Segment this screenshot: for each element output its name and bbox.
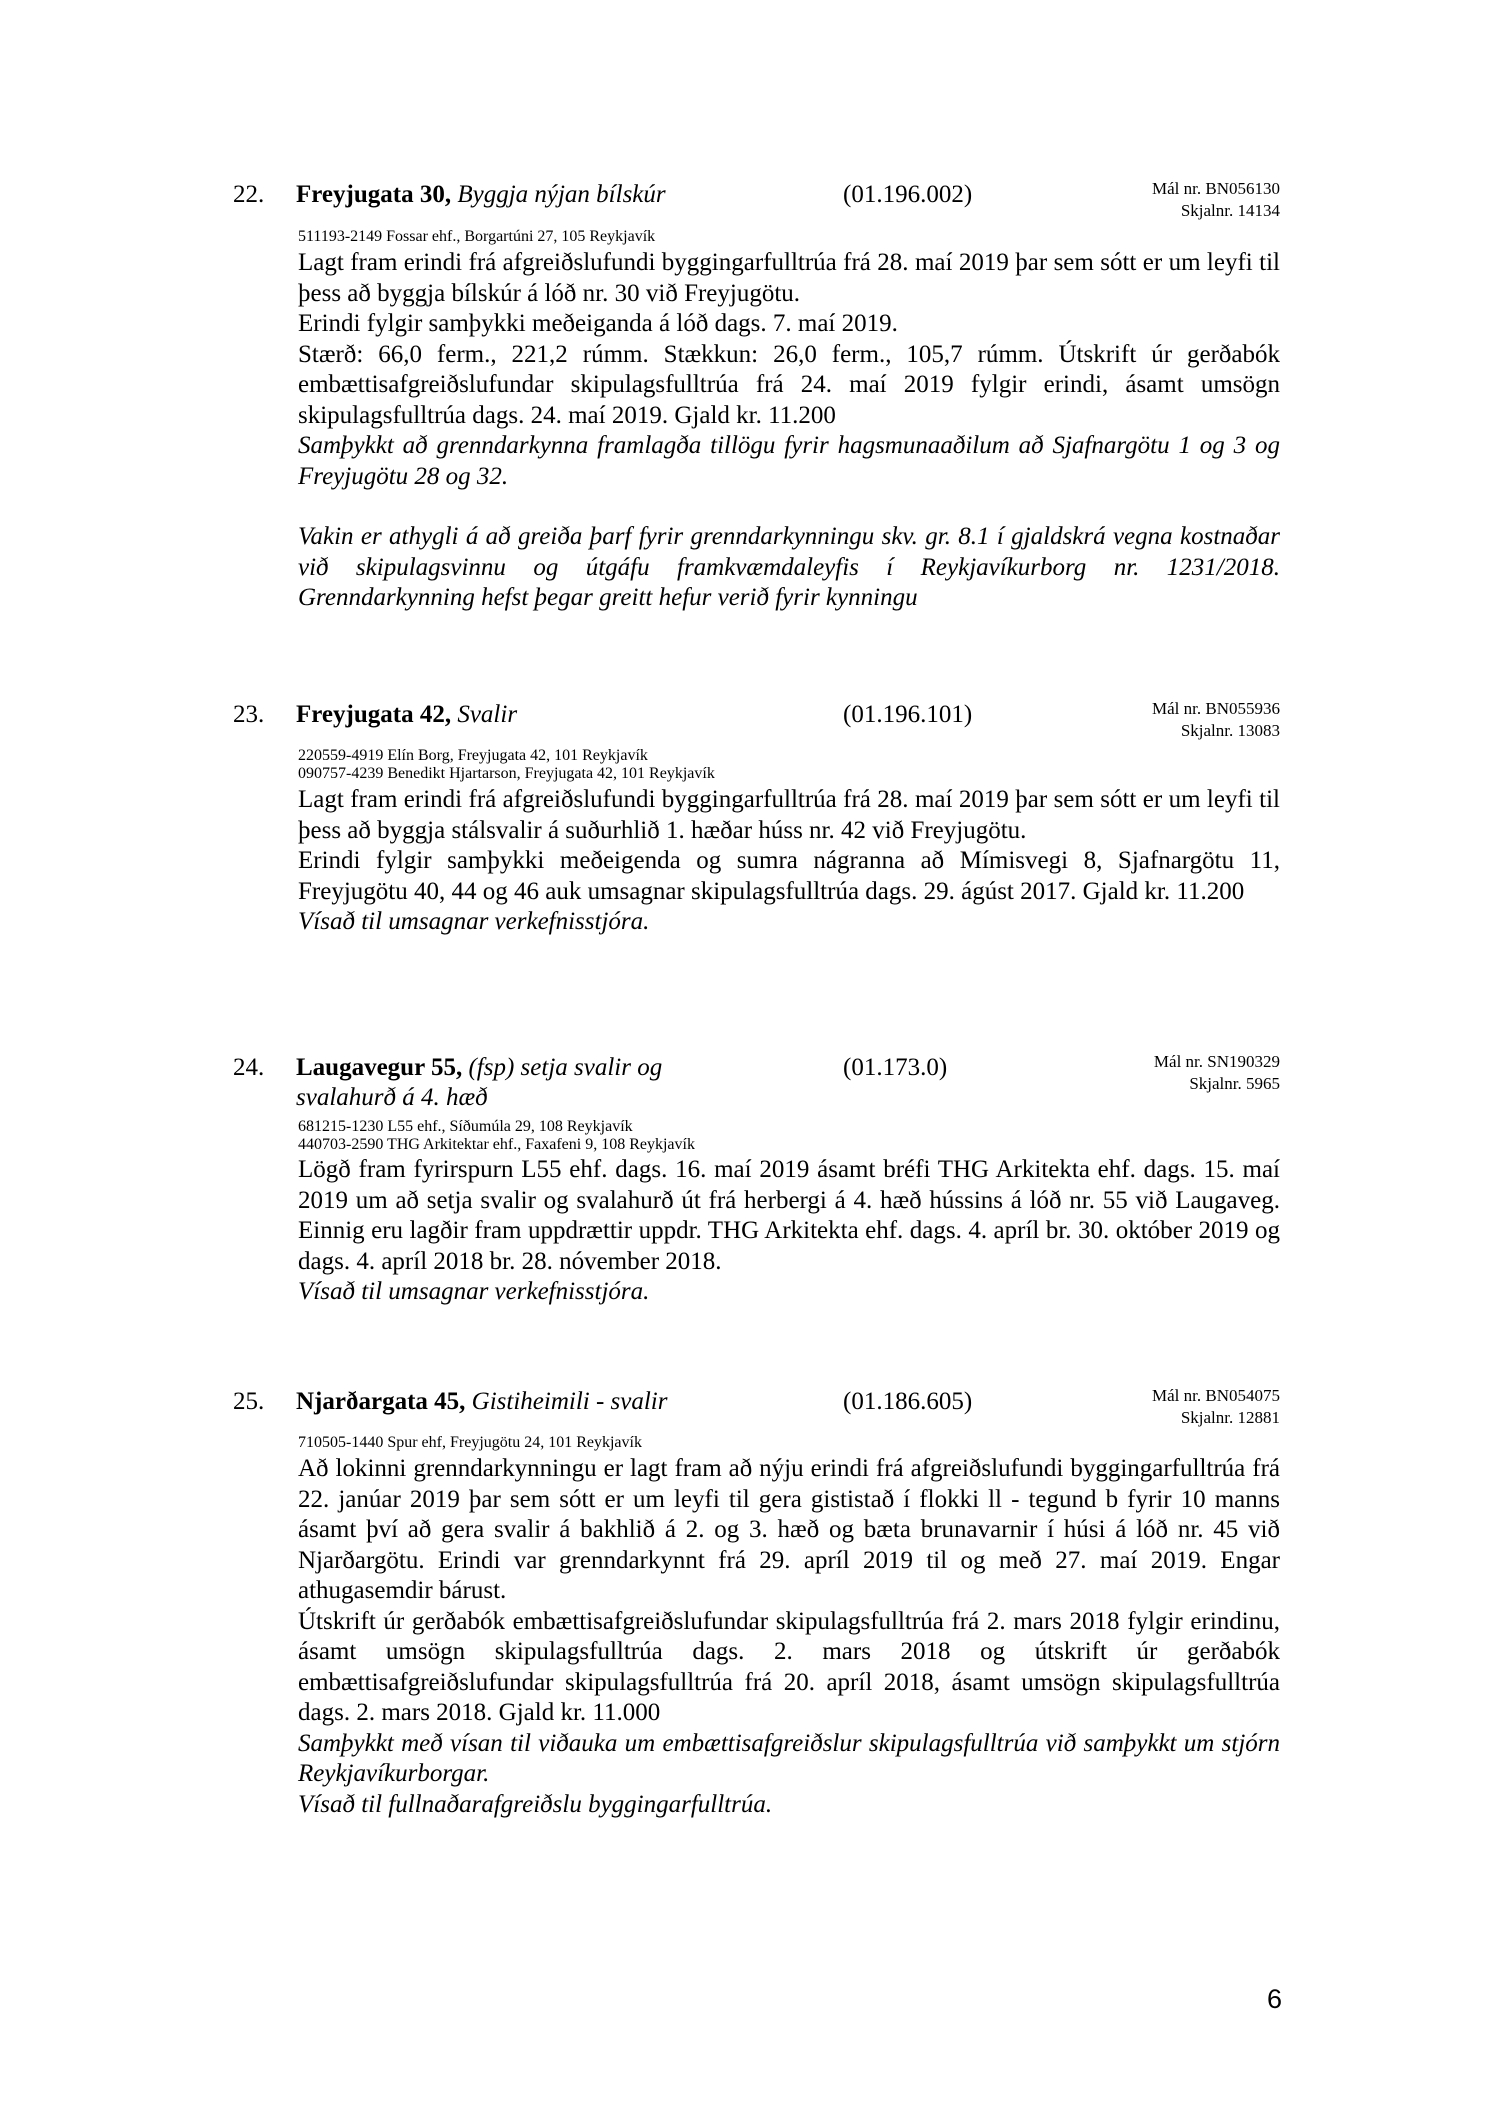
land-number: (01.196.101) — [843, 701, 973, 728]
item-address: Njarðargata 45, — [296, 1388, 466, 1415]
body-paragraph: Lagt fram erindi frá afgreiðslufundi byggingarfulltrúa frá 28. maí 2019 þar sem sótt er um leyfi til þess að byggja bílskúr á lóð nr. 30 við Freyjugötu. — [298, 249, 1280, 307]
owners-list — [298, 1434, 642, 1452]
owner-line: 440703-2590 THG Arkitektar ehf., Faxafeni 9, 108 Reykjavík — [298, 1136, 695, 1153]
owner-line: 090757-4239 Benedikt Hjartarson, Freyjugata 42, 101 Reykjavík — [298, 765, 715, 782]
case-number: Mál nr. BN056130 — [1152, 179, 1280, 198]
item-number: 23. — [233, 701, 265, 728]
case-number: Mál nr. BN055936 — [1152, 699, 1280, 718]
case-number: Mál nr. BN054075 — [1152, 1386, 1280, 1405]
decision-paragraph: Vísað til fullnaðarafgreiðslu byggingarfulltrúa. — [298, 1790, 773, 1818]
item-title — [296, 180, 796, 210]
page-number: 6 — [1266, 1984, 1282, 2014]
body-paragraph: Að lokinni grenndarkynningu er lagt fram að nýju erindi frá afgreiðslufundi byggingarfulltrúa frá 22. janúar 2019 þar sem sótt er um leyfi til gera gististað í flokki ll - tegund b fyrir 10 manns ásamt því að gera svalir á bakhlið á 2. og 3. hæð og bæta brunavarnir í húsi á lóð nr. 45 við Njarðargötu. Erindi var grenndarkynnt frá 29. apríl 2019 til og með 27. maí 2019. Engar athugasemdir bárust. — [298, 1455, 1280, 1604]
item-description: Gistiheimili - svalir — [471, 1388, 668, 1415]
body-paragraph: Stærð: 66,0 ferm., 221,2 rúmm. Stækkun: 26,0 ferm., 105,7 rúmm. Útskrift úr gerðabók embættisafgreiðslufundar skipulagsfulltrúa frá 24. maí 2019 fylgir erindi, ásamt umsögn skipulagsfulltrúa dags. 24. maí 2019. Gjald kr. 11.200 — [298, 340, 1280, 429]
item-body — [298, 1155, 1280, 1308]
decision-paragraph: Samþykkt með vísan til viðauka um embættisafgreiðslur skipulagsfulltrúa við samþykkt um stjórn Reykjavíkurborgar. — [298, 1729, 1280, 1787]
decision-paragraph: Samþykkt að grenndarkynna framlagða tillögu fyrir hagsmunaaðilum að Sjafnargötu 1 og 3 og Freyjugötu 28 og 32. — [298, 432, 1280, 490]
item-description: (fsp) setja svalir og svalahurð á 4. hæð — [296, 1054, 663, 1111]
item-body — [298, 248, 1280, 614]
item-address: Laugavegur 55, — [296, 1054, 463, 1081]
body-paragraph: Lögð fram fyrirspurn L55 ehf. dags. 16. maí 2019 ásamt bréfi THG Arkitekta ehf. dags. 15. maí 2019 um að setja svalir og svalahurð út frá herbergi á 4. hæð hússins á lóð nr. 55 við Laugaveg. Einnig eru lagðir fram uppdrættir uppdr. THG Arkitekta ehf. dags. 4. apríl br. 30. október 2019 og dags. 4. apríl 2018 br. 28. nóvember 2018. — [298, 1156, 1280, 1275]
owner-line: 681215-1230 L55 ehf., Síðumúla 29, 108 Reykjavík — [298, 1118, 633, 1135]
owner-line: 511193-2149 Fossar ehf., Borgartúni 27, 105 Reykjavík — [298, 228, 656, 245]
body-paragraph: Erindi fylgir samþykki meðeigenda og sumra nágranna að Mímisvegi 8, Sjafnargötu 11, Freyjugötu 40, 44 og 46 auk umsagnar skipulagsfulltrúa dags. 29. ágúst 2017. Gjald kr. 11.200 — [298, 847, 1280, 905]
document-number: Skjalnr. 12881 — [1180, 1408, 1280, 1427]
decision-paragraph: Vakin er athygli á að greiða þarf fyrir grenndarkynningu skv. gr. 8.1 í gjaldskrá vegna kostnaðar við skipulagsvinnu og útgáfu framkvæmdaleyfis í Reykjavíkurborg nr. 1231/2018. Grenndarkynning hefst þegar greitt hefur verið fyrir kynningu — [298, 523, 1280, 611]
item-address: Freyjugata 30, — [296, 181, 452, 208]
item-description: Svalir — [457, 701, 518, 728]
item-address: Freyjugata 42, — [296, 701, 452, 728]
item-number: 24. — [233, 1054, 265, 1081]
land-number: (01.186.605) — [843, 1388, 973, 1415]
owner-line: 710505-1440 Spur ehf, Freyjugötu 24, 101 Reykjavík — [298, 1434, 642, 1451]
case-reference — [1152, 178, 1280, 222]
body-paragraph: Útskrift úr gerðabók embættisafgreiðslufundar skipulagsfulltrúa frá 2. mars 2018 fylgir erindinu, ásamt umsögn skipulagsfulltrúa dags. 2. mars 2018 og útskrift úr gerðabók embættisafgreiðslufundar skipulagsfulltrúa frá 20. apríl 2018, ásamt umsögn skipulagsfulltrúa dags. 2. mars 2018. Gjald kr. 11.000 — [298, 1607, 1280, 1726]
item-body — [298, 785, 1280, 938]
item-number: 25. — [233, 1388, 265, 1415]
owners-list — [298, 747, 715, 783]
item-number: 22. — [233, 181, 265, 208]
item-description: Byggja nýjan bílskúr — [457, 181, 666, 208]
case-number: Mál nr. SN190329 — [1153, 1052, 1280, 1071]
document-number: Skjalnr. 13083 — [1180, 721, 1280, 740]
case-reference — [1154, 1051, 1280, 1095]
item-title — [296, 1053, 726, 1113]
document-number: Skjalnr. 14134 — [1180, 201, 1280, 220]
owners-list — [298, 1118, 695, 1154]
item-title — [296, 1387, 796, 1417]
item-body — [298, 1454, 1280, 1820]
body-paragraph: Erindi fylgir samþykki meðeiganda á lóð dags. 7. maí 2019. — [298, 310, 898, 337]
decision-paragraph: Vísað til umsagnar verkefnisstjóra. — [298, 908, 650, 935]
land-number: (01.196.002) — [843, 181, 973, 208]
document-number: Skjalnr. 5965 — [1189, 1074, 1280, 1093]
item-title — [296, 700, 796, 730]
owners-list — [298, 228, 655, 246]
land-number: (01.173.0) — [843, 1054, 948, 1081]
case-reference — [1152, 1385, 1280, 1429]
case-reference — [1152, 698, 1280, 742]
owner-line: 220559-4919 Elín Borg, Freyjugata 42, 101 Reykjavík — [298, 747, 648, 764]
decision-paragraph: Vísað til umsagnar verkefnisstjóra. — [298, 1278, 650, 1305]
body-paragraph: Lagt fram erindi frá afgreiðslufundi byggingarfulltrúa frá 28. maí 2019 þar sem sótt er um leyfi til þess að byggja stálsvalir á suðurhlið 1. hæðar húss nr. 42 við Freyjugötu. — [298, 786, 1280, 844]
